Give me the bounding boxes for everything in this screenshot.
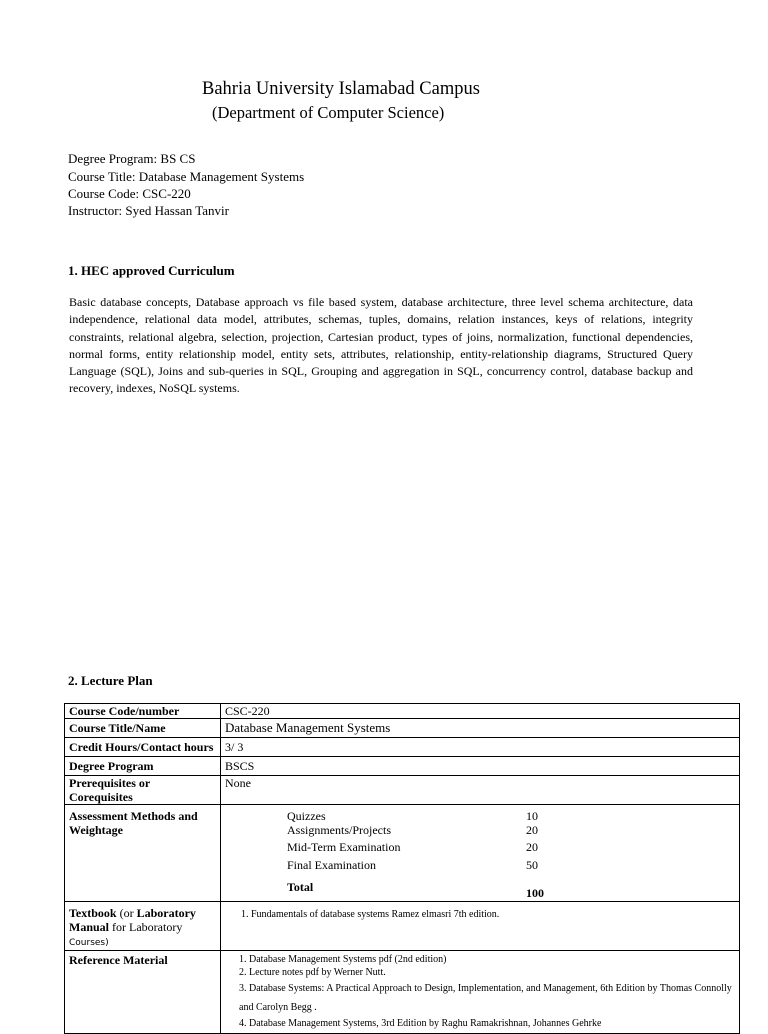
assessment-item-weight: 10 [526, 809, 538, 823]
table-row-reference [65, 951, 740, 1034]
assessment-breakdown [225, 805, 735, 900]
course-title-line: Course Title: Database Management Systems [68, 169, 305, 184]
table-row [65, 704, 740, 719]
row-label: Course Title/Name [65, 719, 221, 738]
assessment-label: Assessment Methods and Weightage [65, 805, 221, 902]
course-code-line: Course Code: CSC-220 [68, 186, 191, 201]
list-item: 1. Database Management Systems pdf (2nd edition) [239, 954, 447, 965]
row-value: CSC-220 [221, 704, 740, 719]
assessment-item-weight: 20 [526, 840, 538, 854]
assessment-item-name: Mid-Term Examination [287, 840, 401, 854]
textbook-label [65, 902, 221, 951]
list-item: 2. Lecture notes pdf by Werner Nutt. [239, 967, 386, 978]
assessment-item-weight: 20 [526, 823, 538, 837]
assessment-item-name: Quizzes [287, 809, 326, 823]
textbook-label-b: (or [116, 906, 137, 920]
list-item: 4. Database Management Systems, 3rd Edition by Raghu Ramakrishnan, Johannes Gehrke [239, 1018, 602, 1029]
list-item: 3. Database Systems: A Practical Approach to Design, Implementation, and Management, 6th Edition by Thomas Connolly and Carolyn Begg . [239, 983, 732, 1013]
textbook-label-d: for Laboratory [109, 920, 183, 934]
instructor-line: Instructor: Syed Hassan Tanvir [68, 203, 229, 218]
lecture-plan-table [64, 703, 740, 1034]
university-title: Bahria University Islamabad Campus [202, 79, 480, 99]
assessment-item-name: Assignments/Projects [287, 823, 391, 837]
row-value: 3/ 3 [221, 738, 740, 757]
table-row [65, 776, 740, 805]
table-row-assessment [65, 805, 740, 902]
table-row-textbook [65, 902, 740, 951]
reference-label: Reference Material [65, 951, 221, 1034]
table-row [65, 738, 740, 757]
assessment-total-weight: 100 [526, 886, 544, 900]
assessment-item-name: Final Examination [287, 858, 376, 872]
textbook-label-c: Laboratory Manual [69, 906, 196, 934]
curriculum-paragraph: Basic database concepts, Database approach vs file based system, database architecture, three level schema architecture, data independence, relational data model, attributes, schemas, tuples, domains, relation instances, keys of relations, integrity constraints, relational algebra, selection, projection, Cartesian product, types of joins, normalization, functional dependencies, normal forms, entity relationship model, entity sets, attributes, relationship, entity-relationship diagrams, Structured Query Language (SQL), Joins and sub-queries in SQL, Grouping and aggregation in SQL, concurrency control, database backup and recovery, indexes, NoSQL systems. [69, 295, 693, 396]
textbook-label-e: Courses) [69, 938, 109, 948]
assessment-cell [221, 805, 740, 902]
row-label: Course Code/number [65, 704, 221, 719]
table-row [65, 719, 740, 738]
row-label: Degree Program [65, 757, 221, 776]
row-value: Database Management Systems [221, 719, 740, 738]
textbook-label-a: Textbook [69, 906, 117, 920]
textbook-value [221, 902, 740, 951]
row-label: Prerequisites or Corequisites [65, 776, 221, 805]
row-label: Credit Hours/Contact hours [65, 738, 221, 757]
reference-list [221, 951, 740, 1034]
section-heading-curriculum: 1. HEC approved Curriculum [68, 263, 235, 278]
textbook-entry: 1. Fundamentals of database systems Ramez elmasri 7th edition. [241, 909, 500, 920]
section-heading-lecture-plan: 2. Lecture Plan [68, 673, 153, 688]
degree-program-line: Degree Program: BS CS [68, 151, 196, 166]
assessment-total-label: Total [287, 880, 314, 894]
assessment-item-weight: 50 [526, 858, 538, 872]
table-row [65, 757, 740, 776]
department-title: (Department of Computer Science) [212, 103, 445, 122]
row-value: None [221, 776, 740, 805]
row-value: BSCS [221, 757, 740, 776]
